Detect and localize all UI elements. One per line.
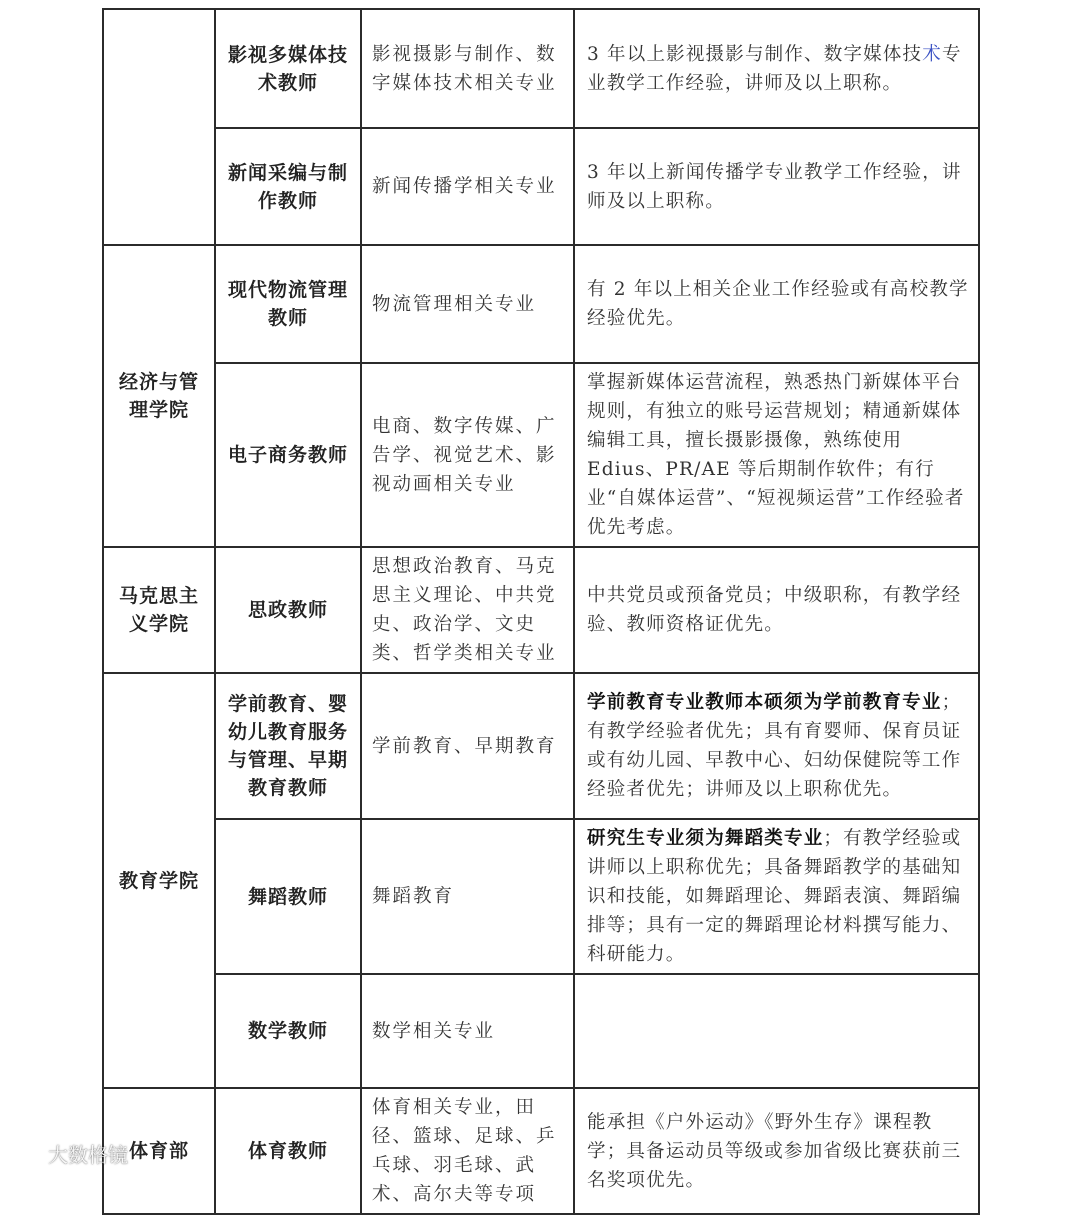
requirement-text: ；有教学经验者优先；具有育婴师、保育员证或有幼儿园、早教中心、妇幼保健院等工作经验者优先；讲师及以上职称优先。	[587, 692, 962, 800]
requirement-cell: 能承担《户外运动》《野外生存》课程教学；具备运动员等级或参加省级比赛获前三名奖项优先。	[574, 1088, 979, 1214]
requirement-text-highlight: 术	[922, 43, 942, 65]
dept-cell: 教育学院	[103, 673, 215, 1088]
major-cell: 电商、数字传媒、广告学、视觉艺术、影视动画相关专业	[361, 363, 574, 547]
table-row	[103, 819, 979, 974]
major-cell: 学前教育、早期教育	[361, 673, 574, 819]
requirement-text: 3 年以上影视摄影与制作、数字媒体技	[587, 43, 923, 65]
position-cell: 新闻采编与制作教师	[215, 128, 361, 245]
major-cell: 思想政治教育、马克思主义理论、中共党史、政治学、文史类、哲学类相关专业	[361, 547, 574, 673]
position-cell: 体育教师	[215, 1088, 361, 1214]
major-cell: 影视摄影与制作、数字媒体技术相关专业	[361, 9, 574, 128]
requirement-text: ；有教学经验或讲师以上职称优先；具备舞蹈教学的基础知识和技能，如舞蹈理论、舞蹈表演、舞蹈编排等；具有一定的舞蹈理论材料撰写能力、科研能力。	[587, 828, 962, 965]
dept-cell	[103, 9, 215, 245]
position-cell: 影视多媒体技术教师	[215, 9, 361, 128]
dept-cell: 体育部	[103, 1088, 215, 1214]
position-cell: 学前教育、婴幼儿教育服务与管理、早期教育教师	[215, 673, 361, 819]
dept-cell: 马克思主义学院	[103, 547, 215, 673]
recruitment-table	[102, 8, 980, 1215]
requirement-bold-text: 学前教育专业教师本硕须为学前教育专业	[587, 692, 942, 713]
requirement-cell	[574, 819, 979, 974]
requirement-cell: 中共党员或预备党员；中级职称，有教学经验、教师资格证优先。	[574, 547, 979, 673]
table-row	[103, 363, 979, 547]
position-cell: 舞蹈教师	[215, 819, 361, 974]
table-row	[103, 9, 979, 128]
position-cell: 思政教师	[215, 547, 361, 673]
position-cell: 电子商务教师	[215, 363, 361, 547]
requirement-cell	[574, 974, 979, 1088]
table-row	[103, 245, 979, 363]
logo-icon	[10, 1143, 44, 1165]
position-cell: 数学教师	[215, 974, 361, 1088]
table-row	[103, 547, 979, 673]
table-row	[103, 128, 979, 245]
major-cell: 数学相关专业	[361, 974, 574, 1088]
major-cell: 体育相关专业，田径、篮球、足球、乒乓球、羽毛球、武术、高尔夫等专项	[361, 1088, 574, 1214]
table-row	[103, 974, 979, 1088]
requirement-cell: 掌握新媒体运营流程，熟悉热门新媒体平台规则，有独立的账号运营规划；精通新媒体编辑工具，擅长摄影摄像，熟练使用 Edius、PR/AE 等后期制作软件；有行业“自媒体运营”、“短视频运营”工作经验者优先考虑。	[574, 363, 979, 547]
table-row	[103, 1088, 979, 1214]
requirement-cell	[574, 673, 979, 819]
requirement-cell	[574, 9, 979, 128]
major-cell: 舞蹈教育	[361, 819, 574, 974]
dept-cell: 经济与管理学院	[103, 245, 215, 547]
watermark-text: 大数格镜	[48, 1143, 128, 1167]
requirement-cell: 有 2 年以上相关企业工作经验或有高校教学经验优先。	[574, 245, 979, 363]
watermark	[10, 1139, 128, 1168]
requirement-cell: 3 年以上新闻传播学专业教学工作经验，讲师及以上职称。	[574, 128, 979, 245]
position-cell: 现代物流管理教师	[215, 245, 361, 363]
major-cell: 物流管理相关专业	[361, 245, 574, 363]
requirement-bold-text: 研究生专业须为舞蹈类专业	[587, 828, 824, 849]
table-row	[103, 673, 979, 819]
requirement-text: 专业教学工作经验，讲师及以上职称。	[587, 43, 962, 94]
major-cell: 新闻传播学相关专业	[361, 128, 574, 245]
